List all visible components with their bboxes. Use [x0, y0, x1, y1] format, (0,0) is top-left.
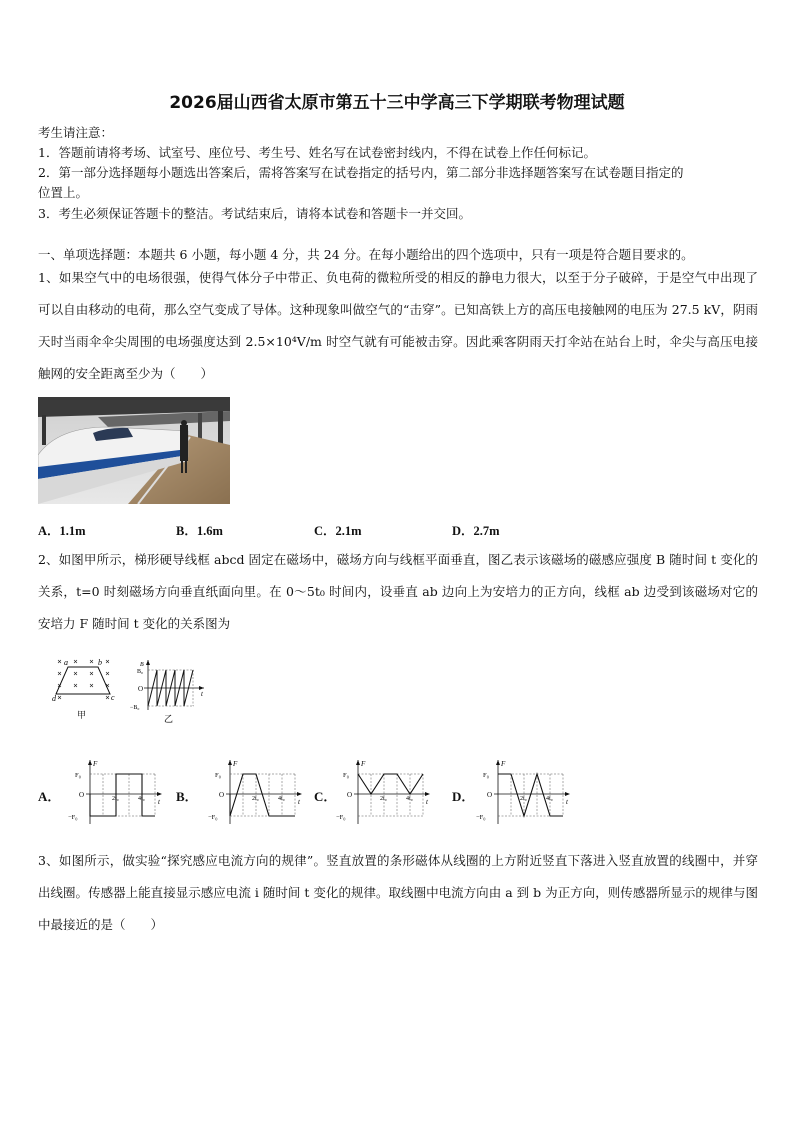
t-axis-arrow [157, 792, 162, 796]
t2-label: 2t₀ [252, 796, 259, 802]
question-1-text: 1、如果空气中的电场很强，使得气体分子中带正、负电荷的微粒所受的相反的静电力很大，以至于分子破碎，于是空气中出现了可以自由移动的电荷，那么空气变成了导体。这种现象叫做空气的“击穿”。已知高铁上方的高压电接触网的电压为 27.5 kV，阴雨天时当雨伞伞尖周围的电场强度达到 2.5×10⁴V/m 时空气就有可能被击穿。因此乘客阴雨天打伞站在站台上时，伞尖与高压电接触网的安全距离至少为（ ） [38, 270, 758, 381]
f0-label: F₀ [483, 772, 489, 779]
origin-label: O [487, 791, 493, 799]
question-2-text: 2、如图甲所示，梯形硬导线框 abcd 固定在磁场中，磁场方向与线框平面垂直，图乙表示该磁场的磁感应强度 B 随时间 t 变化的关系，t=0 时刻磁场方向垂直纸面向里。在 0～5t₀ 时间内，设垂直 ab 边向上为安培力的正方向，线框 ab 边受到该磁场对它的安培力 F 随时间 t 变化的关系图为 [38, 552, 758, 631]
f-axis-label: F [361, 760, 366, 768]
q2-option-b-graph[interactable] [206, 758, 306, 830]
t2-label: 2t₀ [380, 796, 387, 802]
q2-option-c-label[interactable]: C． [314, 789, 337, 804]
f-axis-label: F [501, 760, 506, 768]
figure-jia-label: 甲 [77, 711, 87, 721]
f-axis-arrow [356, 760, 360, 765]
notice-heading: 考生请注意： [38, 125, 114, 140]
t4-label: 4t₀ [546, 796, 553, 802]
q2-option-a-label[interactable]: A． [38, 789, 61, 804]
f-t-curve [230, 774, 295, 816]
figure-yi-b-t-graph [128, 658, 208, 724]
corner-a: a [64, 658, 68, 667]
t-axis-arrow [565, 792, 570, 796]
q2-option-d-label[interactable]: D． [452, 789, 475, 804]
notice-item-1: 1．答题前请将考场、试室号、座位号、考生号、姓名写在试卷密封线内，不得在试卷上作任何标记。 [38, 145, 596, 160]
f-axis-arrow [496, 760, 500, 765]
f-t-curve [90, 774, 155, 816]
figure-yi-label: 乙 [164, 715, 174, 724]
f0-label: F₀ [215, 772, 221, 779]
axis-origin: O [138, 685, 144, 693]
origin-label: O [347, 791, 353, 799]
corner-d: d [52, 694, 56, 703]
t-axis-label: t [426, 798, 428, 806]
notice-item-2-cont: 位置上。 [38, 185, 89, 200]
t-axis-arrow [297, 792, 302, 796]
page-title: 2026届山西省太原市第五十三中学高三下学期联考物理试题 [169, 93, 625, 113]
question-3-text: 3、如图所示，做实验“探究感应电流方向的规律”。竖直放置的条形磁体从线圈的上方附近竖直下落进入竖直放置的线圈中，并穿出线圈。传感器上能直接显示感应电流 i 随时间 t 变化的规律。取线圈中电流方向由 a 到 b 为正方向，则传感器所显示的规律与图中最接近的是（ ） [38, 853, 758, 932]
q2-option-a-graph[interactable] [66, 758, 166, 830]
figure-jia-trapezoid [52, 656, 116, 722]
f-axis-arrow [228, 760, 232, 765]
axis-neg-b0: −B₀ [130, 705, 140, 711]
axis-b0: B₀ [137, 669, 144, 675]
f-t-curve [358, 774, 423, 794]
notice-item-3: 3．考生必须保证答题卡的整洁。考试结束后，请将本试卷和答题卡一并交回。 [38, 206, 471, 221]
high-speed-train-photo [38, 397, 230, 504]
t-axis-label: t [566, 798, 568, 806]
t-axis-label: t [298, 798, 300, 806]
origin-label: O [79, 791, 85, 799]
corner-b: b [98, 658, 102, 667]
t4-label: 4t₀ [138, 796, 145, 802]
q1-option-b[interactable]: B．1.6m [176, 524, 223, 538]
t-axis-label: t [158, 798, 160, 806]
neg-f0-label: −F₀ [68, 814, 78, 821]
origin-label: O [219, 791, 225, 799]
svg-text:t: t [201, 690, 203, 698]
q1-option-a[interactable]: A．1.1m [38, 524, 86, 538]
t2-label: 2t₀ [520, 796, 527, 802]
q2-option-c-graph[interactable] [334, 758, 434, 830]
corner-c: c [111, 693, 115, 702]
t2-label: 2t₀ [112, 796, 119, 802]
q2-option-b-label[interactable]: B． [176, 789, 198, 804]
f0-label: F₀ [75, 772, 81, 779]
neg-f0-label: −F₀ [476, 814, 486, 821]
q1-option-c[interactable]: C．2.1m [314, 524, 362, 538]
neg-f0-label: −F₀ [208, 814, 218, 821]
svg-text:B: B [140, 662, 144, 668]
f-axis-label: F [93, 760, 98, 768]
t4-label: 4t₀ [406, 796, 413, 802]
q2-option-d-graph[interactable] [474, 758, 574, 830]
f-axis-label: F [233, 760, 238, 768]
f-t-curve [498, 774, 563, 816]
notice-item-2: 2．第一部分选择题每小题选出答案后，需将答案写在试卷指定的括号内，第二部分非选择题答案写在试卷题目指定的 [38, 165, 684, 180]
q1-option-d[interactable]: D．2.7m [452, 524, 500, 538]
neg-f0-label: −F₀ [336, 814, 346, 821]
f-axis-arrow [88, 760, 92, 765]
section-heading: 一、单项选择题：本题共 6 小题，每小题 4 分，共 24 分。在每小题给出的四个选项中，只有一项是符合题目要求的。 [38, 247, 694, 262]
t-axis-arrow [425, 792, 430, 796]
t4-label: 4t₀ [278, 796, 285, 802]
f0-label: F₀ [343, 772, 349, 779]
